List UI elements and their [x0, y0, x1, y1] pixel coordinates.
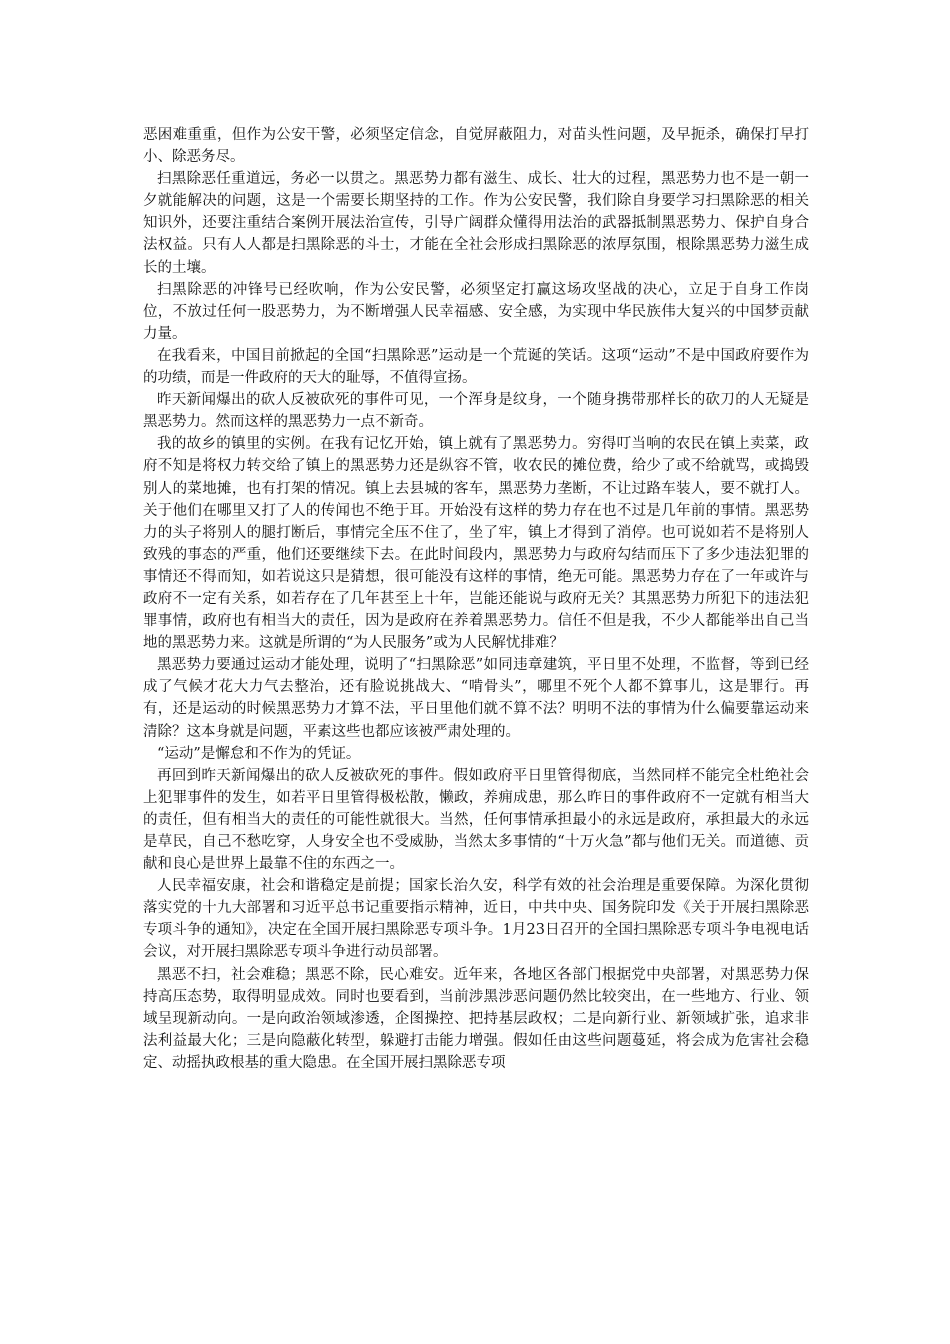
document-body: [143, 124, 809, 1074]
paragraph-10: 人民幸福安康，社会和谐稳定是前提；国家长治久安，科学有效的社会治理是重要保障。为深化贯彻落实党的十九大部署和习近平总书记重要指示精神，近日，中共中央、国务院印发《关于开展扫黑除恶专项斗争的通知》，决定在全国开展扫黑除恶专项斗争。1月23日召开的全国扫黑除恶专项斗争电视电话会议，对开展扫黑除恶专项斗争进行动员部署。: [143, 878, 809, 961]
paragraph-5: 昨天新闻爆出的砍人反被砍死的事件可见，一个浑身是纹身，一个随身携带那样长的砍刀的人无疑是黑恶势力。然而这样的黑恶势力一点不新奇。: [143, 392, 809, 431]
paragraph-9: 再回到昨天新闻爆出的砍人反被砍死的事件。假如政府平日里管得彻底，当然同样不能完全杜绝社会上犯罪事件的发生，如若平日里管得极松散，懒政，养痈成患，那么昨日的事件政府不一定就有相当大的责任，但有相当大的责任的可能性就很大。当然，任何事情承担最小的永远是政府，承担最大的永远是草民，自己不愁吃穿，人身安全也不受威胁，当然太多事情的“十万火急”都与他们无关。而道德、贡献和良心是世界上最靠不住的东西之一。: [143, 767, 809, 873]
paragraph-1: 恶困难重重，但作为公安干警，必须坚定信念，自觉屏蔽阻力，对苗头性问题，及早扼杀，确保打早打小、除恶务尽。: [143, 127, 809, 166]
paragraph-3: 扫黑除恶的冲锋号已经吹响，作为公安民警，必须坚定打赢这场攻坚战的决心，立足于自身工作岗位，不放过任何一股恶势力，为不断增强人民幸福感、安全感，为实现中华民族伟大复兴的中国梦贡献力量。: [143, 281, 809, 342]
paragraph-2: 扫黑除恶任重道远，务必一以贯之。黑恶势力都有滋生、成长、壮大的过程，黑恶势力也不是一朝一夕就能解决的问题，这是一个需要长期坚持的工作。作为公安民警，我们除自身要学习扫黑除恶的相关知识外，还要注重结合案例开展法治宣传，引导广阔群众懂得用法治的武器抵制黑恶势力、保护自身合法权益。只有人人都是扫黑除恶的斗士，才能在全社会形成扫黑除恶的浓厚氛围，根除黑恶势力滋生成长的土壤。: [143, 171, 809, 276]
paragraph-6: 我的故乡的镇里的实例。在我有记忆开始，镇上就有了黑恶势力。穷得叮当响的农民在镇上卖菜，政府不知是将权力转交给了镇上的黑恶势力还是纵容不管，收农民的摊位费，给少了或不给就骂，或捣毁别人的菜地摊，也有打架的情况。镇上去县城的客车，黑恶势力垄断，不让过路车装人，要不就打人。关于他们在哪里又打了人的传闻也不绝于耳。开始没有这样的势力存在也不过是几年前的事情。黑恶势力的头子将别人的腿打断后，事情完全压不住了，坐了牢，镇上才得到了消停。也可说如若不是将别人致残的事态的严重，他们还要继续下去。在此时间段内，黑恶势力与政府勾结而压下了多少违法犯罪的事情还不得而知，如若说这只是猜想，很可能没有这样的事情，绝无可能。黑恶势力存在了一年或许与政府不一定有关系，如若存在了几年甚至上十年，岂能还能说与政府无关？其黑恶势力所犯下的违法犯罪事情，政府也有相当大的责任，因为是政府在养着黑恶势力。信任不但是我，不少人都能举出自己当地的黑恶势力来。这就是所谓的“为人民服务”或为人民解忧排难？: [143, 436, 809, 652]
paragraph-8: “运动”是懈怠和不作为的凭证。: [157, 745, 361, 762]
paragraph-7: 黑恶势力要通过运动才能处理，说明了“扫黑除恶”如同违章建筑，平日里不处理，不监督，等到已经成了气候才花大力气去整治，还有脸说挑战大、“啃骨头”，哪里不死个人都不算事儿，这是罪行。再有，还是运动的时候黑恶势力才算不法，平日里他们就不算不法？明明不法的事情为什么偏要靠运动来清除？这本身就是问题，平素这些也都应该被严肃处理的。: [143, 657, 809, 740]
paragraph-11: 黑恶不扫，社会难稳；黑恶不除，民心难安。近年来，各地区各部门根据党中央部署，对黑恶势力保持高压态势，取得明显成效。同时也要看到，当前涉黑涉恶问题仍然比较突出，在一些地方、行业、领域呈现新动向。一是向政治领域渗透，企图操控、把持基层政权；二是向新行业、新领域扩张，追求非法利益最大化；三是向隐蔽化转型，躲避打击能力增强。假如任由这些问题蔓延，将会成为危害社会稳定、动摇执政根基的重大隐患。在全国开展扫黑除恶专项: [143, 966, 809, 1071]
paragraph-4: 在我看来，中国目前掀起的全国“扫黑除恶”运动是一个荒诞的笑话。这项“运动”不是中国政府要作为的功绩，而是一件政府的天大的耻辱，不值得宣扬。: [143, 347, 809, 387]
